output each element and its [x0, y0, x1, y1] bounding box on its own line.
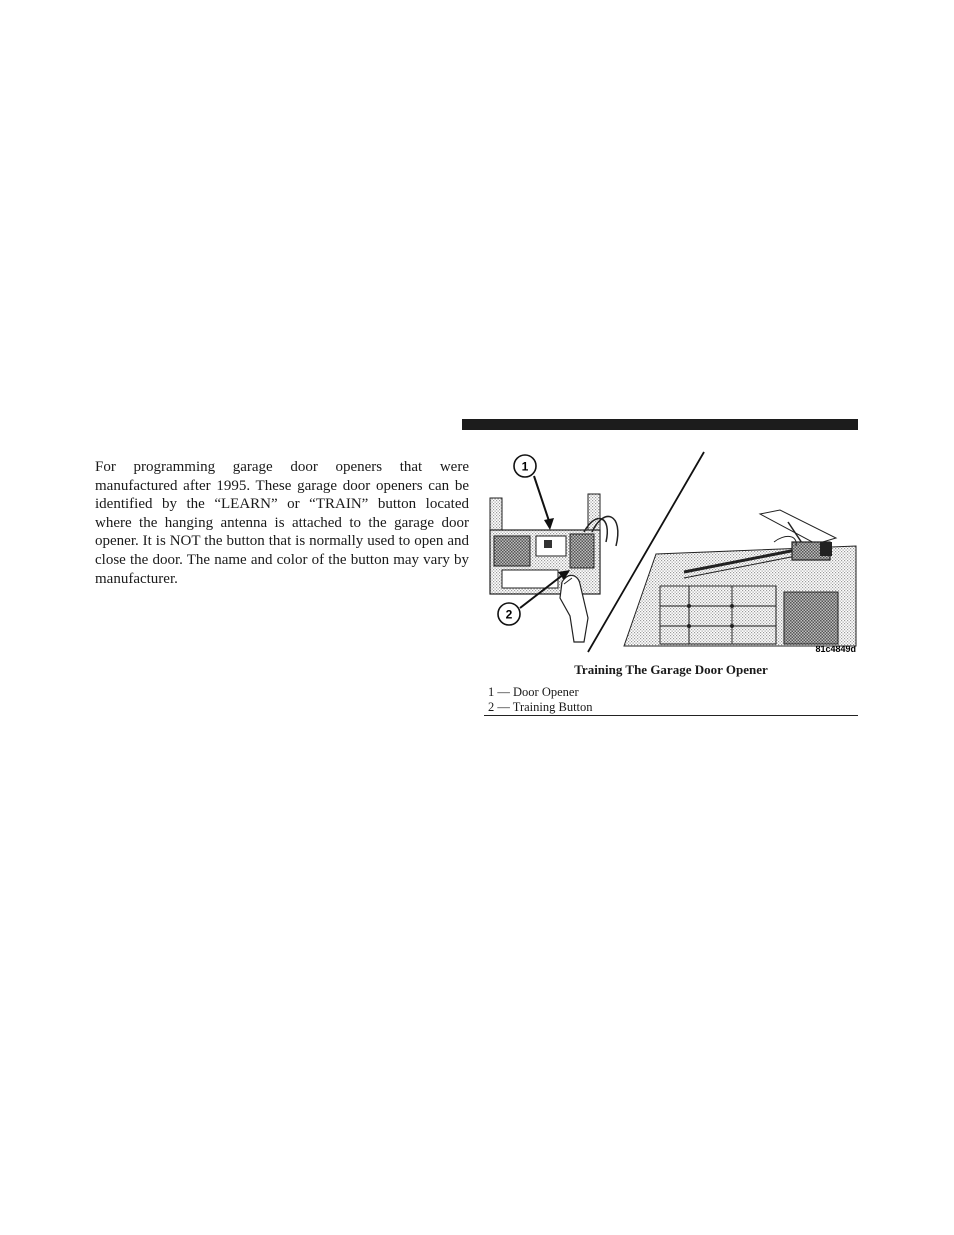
legend-item: 2 — Training Button: [488, 699, 593, 714]
figure-legend: [488, 685, 593, 714]
door-opener-closeup: [490, 455, 618, 642]
figure-bottom-rule: [484, 715, 858, 716]
figure-caption: Training The Garage Door Opener: [574, 662, 768, 677]
callout-1: 1: [521, 459, 529, 474]
image-code: 81c4849d: [815, 644, 856, 654]
figure-top-rule: [462, 419, 858, 430]
legend-item: 1 — Door Opener: [488, 685, 579, 699]
callout-2: 2: [505, 607, 513, 622]
body-paragraph: For programming garage door openers that were manufactured after 1995. These garage door openers can be identified by the “LEARN” or “TRAIN” button located where the hanging antenna is attached to the garage door opener. It is NOT the button that is normally used to open and close the door. The name and color of the button may vary by manufacturer.: [95, 459, 469, 587]
figure-illustration: [484, 446, 858, 658]
